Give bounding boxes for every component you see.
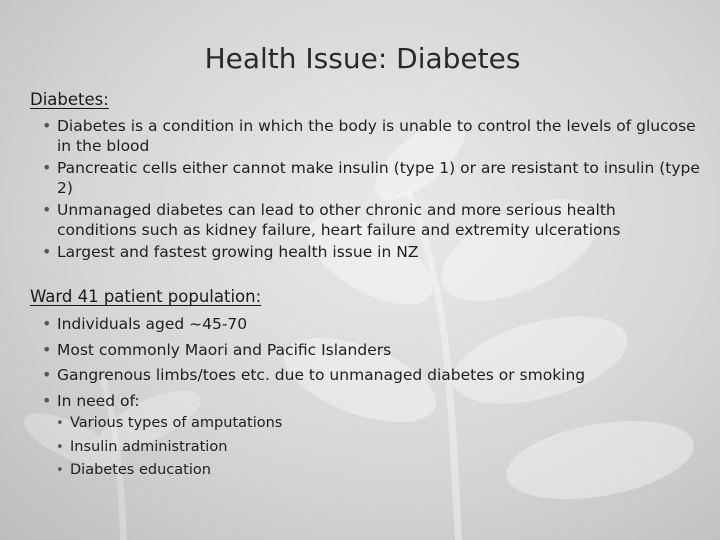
list-item: • Most commonly Maori and Pacific Islanders — [40, 338, 700, 364]
section-heading-diabetes: Diabetes: — [30, 90, 109, 109]
bullet-icon: • — [42, 365, 52, 384]
bullet-icon: • — [42, 200, 52, 219]
list-item: • Unmanaged diabetes can lead to other chronic and more serious health conditions such as kidney failure, heart failure and extremity ulcerations — [42, 200, 621, 239]
list-item: • Diabetes is a condition in which the body is unable to control the levels of glucose in the blood — [42, 116, 696, 155]
sub-list-item: • Various types of amputations — [56, 412, 656, 436]
list-item: • Gangrenous limbs/toes etc. due to unmanaged diabetes or smoking — [40, 363, 700, 389]
list-item: • Pancreatic cells either cannot make insulin (type 1) or are resistant to insulin (type 2) — [42, 158, 700, 197]
bullet-icon: • — [42, 390, 52, 410]
bullet-icon: • — [42, 158, 52, 177]
sub-list-item: • Insulin administration — [56, 436, 656, 460]
bullet-icon: • — [56, 439, 64, 455]
slide-title: Health Issue: Diabetes — [204, 42, 521, 75]
bullet-icon: • — [56, 463, 64, 478]
bullet-icon: • — [42, 242, 52, 261]
sub-list-item: • Diabetes education — [56, 459, 656, 483]
diabetes-bullet-list — [40, 117, 700, 263]
bullet-icon: • — [42, 339, 52, 359]
bullet-icon: • — [56, 416, 64, 431]
list-item: • Largest and fastest growing health issue in NZ — [42, 242, 419, 261]
bullet-icon: • — [42, 314, 52, 333]
section-heading-ward-41: Ward 41 patient population: — [30, 287, 262, 306]
bullet-icon: • — [42, 116, 52, 135]
in-need-of-sub-list — [56, 412, 656, 483]
list-item: • Individuals aged ~45-70 — [40, 312, 700, 338]
list-item: • In need of: — [40, 389, 700, 415]
ward-population-bullet-list — [40, 312, 700, 414]
